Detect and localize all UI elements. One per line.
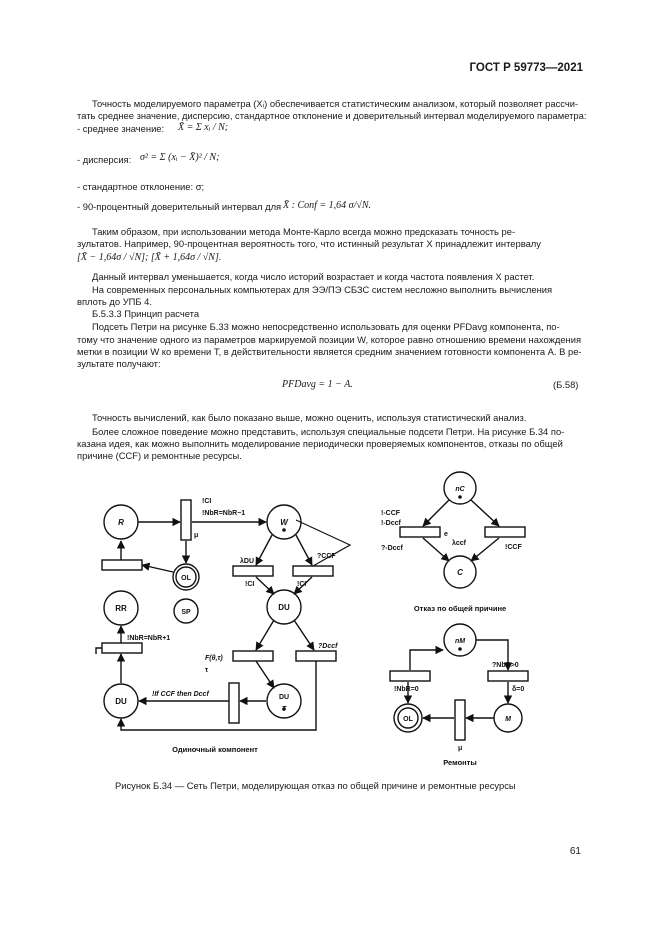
list-item-label: - 90-процентный доверительный интервал для xyxy=(77,201,282,212)
paragraph-line: вплоть до УПБ 4. xyxy=(77,296,152,307)
label-w: W xyxy=(280,518,288,527)
title-single-component: Одиночный компонент xyxy=(172,745,258,754)
label-i-ccf: !-CCF xyxy=(381,510,401,517)
list-item-label: - среднее значение: xyxy=(77,123,165,134)
label-nbr0: !NbR=0 xyxy=(394,686,419,693)
list-item-label: - дисперсия: xyxy=(77,154,132,165)
label-q-dccf: ?-Dccf xyxy=(381,545,403,552)
transition-nbr-inc xyxy=(102,643,142,653)
transition-if-ccf xyxy=(229,683,239,723)
label-ici-left: !CI xyxy=(245,581,255,588)
formula-b58: PFDavg = 1 − A. xyxy=(282,379,353,390)
label-du-bottom: DU xyxy=(115,697,127,706)
paragraph-line: причине (CCF) и ремонтные ресурсы. xyxy=(77,450,242,461)
label-if-ccf: !If CCF then Dccf xyxy=(152,691,209,698)
label-c: C xyxy=(457,568,463,577)
label-nc: nC xyxy=(455,486,465,493)
transition-e xyxy=(400,527,440,537)
list-item-label: - стандартное отклонение: σ; xyxy=(77,181,205,192)
paragraph-line: метки в позиции W ко времени T, в действительности является средним значением готовности компонента A. В ре- xyxy=(77,346,582,357)
label-e: e xyxy=(444,531,448,538)
equation-number: (Б.58) xyxy=(553,379,579,390)
paragraph-line: Таким образом, при использовании метода Монте-Карло всегда можно предсказать точность ре- xyxy=(92,226,516,237)
paragraph-line: зультате получают: xyxy=(77,358,161,369)
transition-lambda-du xyxy=(233,566,273,576)
label-nm: nM xyxy=(454,638,466,645)
label-tau: τ xyxy=(205,667,209,674)
paragraph-line: тать среднее значение, дисперсию, стандартное отклонение и доверительный интервал моделируемого параметра: xyxy=(77,110,587,121)
label-nbr-inc: !NbR=NbR+1 xyxy=(127,635,171,642)
transition-lambda-ccf xyxy=(485,527,525,537)
label-rr: RR xyxy=(115,604,127,613)
label-nbr-q: ?NbR>0 xyxy=(492,662,519,669)
label-dccf-q: ?Dccf xyxy=(318,643,338,650)
paragraph-line: На современных персональных компьютерах для ЭЭ/ПЭ СБЗС систем несложно выполнить вычисления xyxy=(92,284,553,295)
transition-nbr0 xyxy=(390,671,430,681)
label-iccf: !CCF xyxy=(505,544,522,551)
label-delta0: δ=0 xyxy=(512,686,525,693)
label-ol: OL xyxy=(181,575,191,582)
title-ccf: Отказ по общей причине xyxy=(413,604,507,613)
label-lambda-ccf: λccf xyxy=(452,540,467,547)
page-number: 61 xyxy=(569,846,581,857)
paragraph-line: Точность вычислений, как было показано выше, можно оценить, используя статистический анализ. xyxy=(92,412,527,423)
interval-formula: [X̄ − 1,64σ / √N]; [X̄ + 1,64σ / √N]. xyxy=(77,252,222,263)
label-du: DU xyxy=(278,603,290,612)
label-nbr-dec: !NbR=NbR−1 xyxy=(202,510,246,517)
standard-header: ГОСТ Р 59773—2021 xyxy=(469,62,583,74)
section-heading: Б.5.3.3 Принцип расчета xyxy=(92,308,200,319)
transition-f xyxy=(233,651,273,661)
transition-left-upper xyxy=(102,560,142,570)
label-m: M xyxy=(505,716,511,723)
label-ici-right: !CI xyxy=(297,581,307,588)
paragraph-line: Подсеть Петри на рисунке Б.33 можно непосредственно использовать для оценки PFDavg компонента, по- xyxy=(92,321,560,332)
paragraph-line: Более сложное поведение можно представить, используя специальные подсети Петри. На рисунке Б.34 по- xyxy=(92,426,565,437)
paragraph-line: Данный интервал уменьшается, когда число историй возрастает и когда частота появления X растет. xyxy=(92,271,535,282)
mean-formula: X̄ = Σ xᵢ / N; xyxy=(178,122,229,133)
label-du-t: DU xyxy=(278,694,290,701)
transition-ccf xyxy=(293,566,333,576)
label-mu: μ xyxy=(194,532,199,539)
label-lambda-du: λDU xyxy=(240,558,255,565)
title-repairs: Ремонты xyxy=(443,758,477,767)
label-mu-repair: μ xyxy=(458,745,463,752)
label-ccf-q: ?CCF xyxy=(317,553,336,560)
transition-repair-end xyxy=(181,500,191,540)
label-r: R xyxy=(118,518,124,527)
transition-mu xyxy=(455,700,465,740)
paragraph-line: Точность моделируемого параметра (Xᵢ) обеспечивается статистическим анализом, который позволяет рассчи- xyxy=(92,98,579,109)
paragraph-line: казана идея, как можно выполнить моделирование периодически проверяемых компонентов, отказы по общей xyxy=(77,438,563,449)
label-f-theta: F(θ,τ) xyxy=(205,655,223,662)
transition-dccf xyxy=(296,651,336,661)
label-ol-repair: OL xyxy=(403,716,413,723)
figure-caption: Рисунок Б.34 — Сеть Петри, моделирующая отказ по общей причине и ремонтные ресурсы xyxy=(115,780,516,791)
paragraph-line: зультатов. Например, 90-процентная вероятность того, что истинный результат X принадлежит интервалу xyxy=(77,238,541,249)
ci-formula: X̄ : Conf = 1,64 σ/√N. xyxy=(283,200,372,211)
transition-nbr-q xyxy=(488,671,528,681)
label-ici-top: !CI xyxy=(202,498,212,505)
label-i-dccf: !-Dccf xyxy=(381,520,401,527)
label-sp: SP xyxy=(181,609,191,616)
paragraph-line: тому что значение одного из параметров маркируемой позиции W, которое равно отношению времени нахождения xyxy=(77,334,582,345)
variance-formula: σ² = Σ (xᵢ − X̄)² / N; xyxy=(140,152,220,163)
label-t: T xyxy=(281,706,287,713)
